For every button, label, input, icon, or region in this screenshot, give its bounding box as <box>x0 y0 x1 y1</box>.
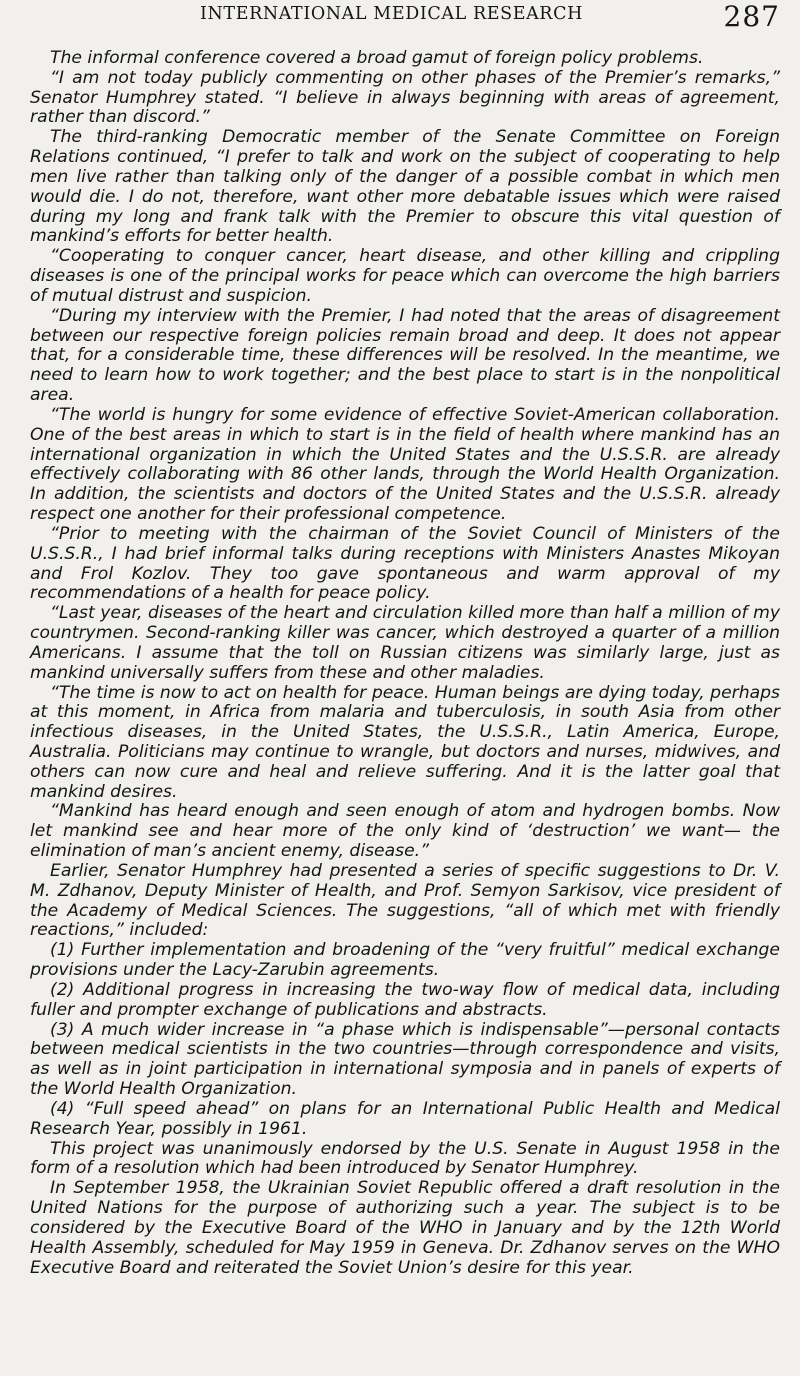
body-text <box>30 49 780 1278</box>
paragraph: “During my interview with the Premier, I had noted that the areas of disagreement between our respective foreign policies remain broad and deep. It does not appear that, for a considerable time, these differences will be resolved. In the meantime, we need to learn how to work together; and the best place to start is in the nonpolitical area. <box>30 305 780 406</box>
paragraph: The informal conference covered a broad gamut of foreign policy problems. <box>50 48 704 68</box>
paragraph: In September 1958, the Ukrainian Soviet Republic offered a draft resolution in the United Nations for the purpose of authorizing such a year. The subject is to be considered by the Executive Board of the WHO in January and by the 12th World Health Assembly, scheduled for May 1959 in Geneva. Dr. Zdhanov serves on the WHO Executive Board and reiterated the Soviet Union’s desire for this year. <box>30 1178 780 1278</box>
paragraph: This project was unanimously endorsed by the U.S. Senate in August 1958 in the form of a resolution which had been introduced by Senator Humphrey. <box>30 1138 780 1179</box>
list-item: (4) “Full speed ahead” on plans for an International Public Health and Medical Research Year, possibly in 1961. <box>30 1098 780 1139</box>
list-item: (1) Further implementation and broadening of the “very fruitful” medical exchange provisions under the Lacy-Zarubin agreements. <box>30 940 780 981</box>
page-header <box>30 0 780 50</box>
list-item: (3) A much wider increase in “a phase which is indispensable”—personal contacts between medical scientists in the two countries—through correspondence and visits, as well as in joint participation in international symposia and in panels of experts of the World Health Organization. <box>30 1019 780 1100</box>
paragraph: “The world is hungry for some evidence of effective Soviet-American collaboration. One of the best areas in which to start is in the field of health where mankind has an international organization in which the United States and the U.S.S.R. are already effectively collaborating with 86 other lands, through the World Health Organization. In addition, the scientists and doctors of the United States and the U.S.S.R. already respect one another for their professional competence. <box>30 404 780 525</box>
paragraph: The third-ranking Democratic member of the Senate Committee on Foreign Relations continued, “I prefer to talk and work on the subject of cooperating to help men live rather than talking only of the danger of a possible combat in which men would die. I do not, therefore, want other more debatable issues which were raised during my long and frank talk with the Premier to obscure this vital question of mankind’s efforts for better health. <box>30 127 780 247</box>
paragraph: Earlier, Senator Humphrey had presented a series of specific suggestions to Dr. V. M. Zdhanov, Deputy Minister of Health, and Prof. Semyon Sarkisov, vice president of the Academy of Medical Sciences. The suggestions, “all of which met with friendly reactions,” included: <box>30 860 780 941</box>
paragraph: “Mankind has heard enough and seen enough of atom and hydrogen bombs. Now let mankind see and hear more of the only kind of ‘destruction’ we want— the elimination of man’s ancient enemy, disease.” <box>30 801 780 862</box>
paragraph: “Prior to meeting with the chairman of the Soviet Council of Ministers of the U.S.S.R., I had brief informal talks during receptions with Ministers Anastes Mikoyan and Frol Kozlov. They too gave spontaneous and warm approval of my recommendations of a health for peace policy. <box>30 523 780 604</box>
paragraph: “I am not today publicly commenting on other phases of the Premier’s remarks,” Senator Humphrey stated. “I believe in always beginning with areas of agreement, rather than discord.” <box>30 67 780 128</box>
paragraph: “Last year, diseases of the heart and circulation killed more than half a million of my countrymen. Second-ranking killer was cancer, which destroyed a quarter of a million Americans. I assume that the toll on Russian citizens was similarly large, just as mankind universally suffers from these and other maladies. <box>30 603 780 683</box>
paragraph: “Cooperating to conquer cancer, heart disease, and other killing and crippling diseases is one of the principal works for peace which can overcome the high barriers of mutual distrust and suspicion. <box>30 246 780 306</box>
list-item: (2) Additional progress in increasing the two-way flow of medical data, including fuller and prompter exchange of publications and abstracts. <box>30 979 780 1020</box>
book-page <box>30 0 780 1278</box>
running-head: INTERNATIONAL MEDICAL RESEARCH <box>200 4 583 24</box>
paragraph: “The time is now to act on health for peace. Human beings are dying today, perhaps at this moment, in Africa from malaria and tuberculosis, in south Asia from other infectious diseases, in the United States, the U.S.S.R., Latin America, Europe, Australia. Politicians may continue to wrangle, but doctors and nurses, midwives, and others can now cure and heal and relieve suffering. And it is the latter goal that mankind desires. <box>30 682 780 802</box>
page-number: 287 <box>723 0 780 33</box>
